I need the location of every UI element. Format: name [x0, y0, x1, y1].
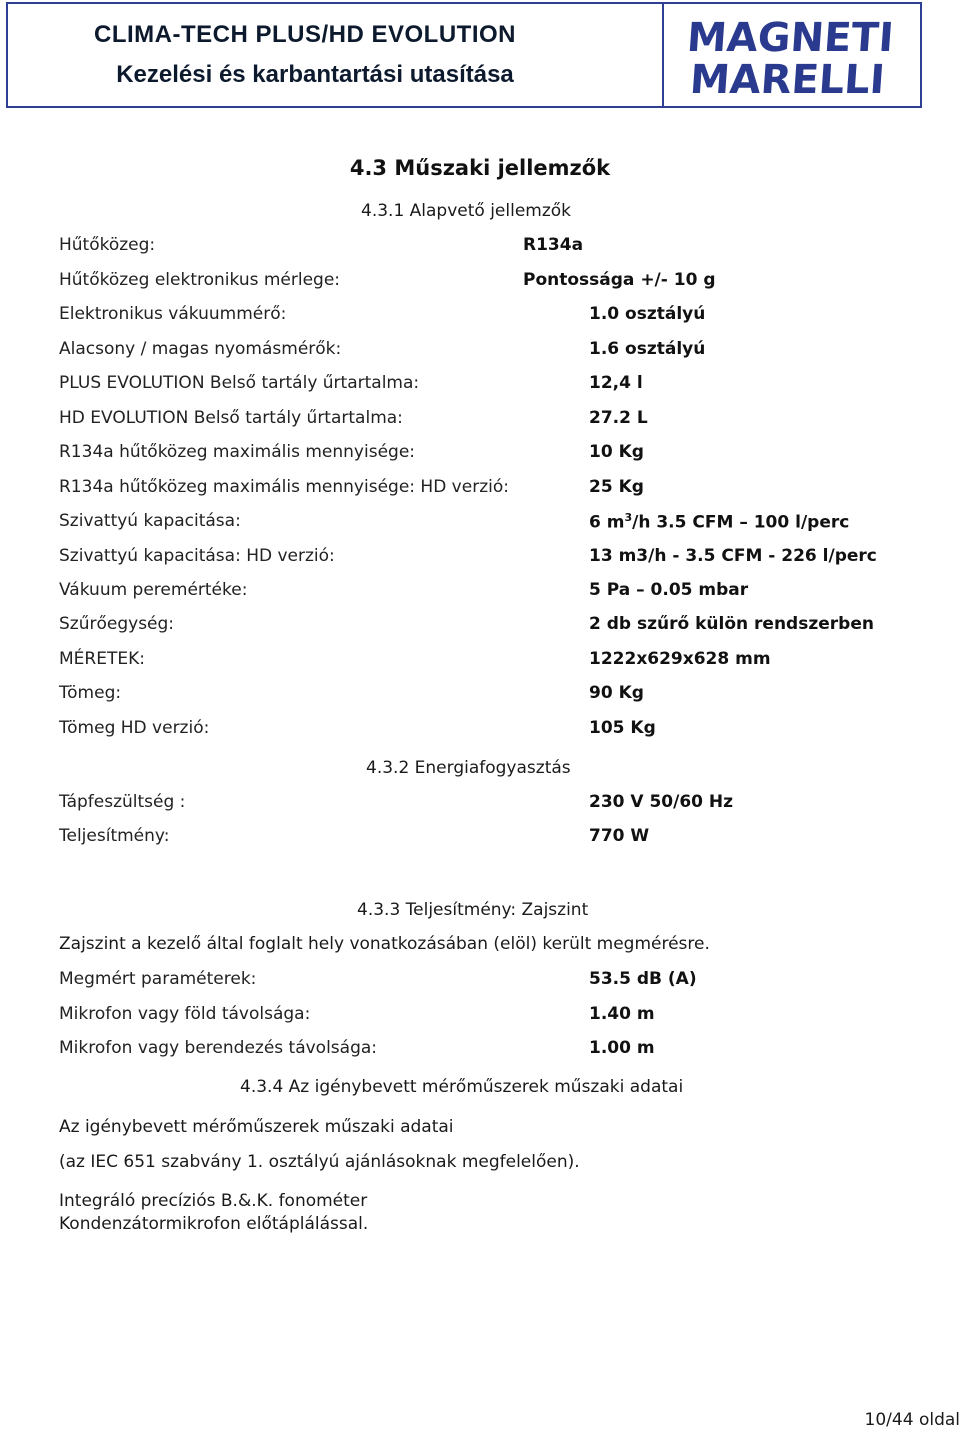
spec-value: Pontossága +/- 10 g: [523, 270, 716, 290]
spec-value: 1.0 osztályú: [589, 304, 706, 324]
spec-value: 5 Pa – 0.05 mbar: [589, 580, 749, 600]
spec-value: 27.2 L: [589, 408, 648, 428]
header-title: CLIMA-TECH PLUS/HD EVOLUTION: [94, 21, 516, 48]
spec-label: Szivattyú kapacitása: HD verzió:: [59, 546, 335, 566]
spec-label: Szűrőegység:: [59, 614, 175, 634]
energy-value: 230 V 50/60 Hz: [589, 792, 734, 812]
logo-graphic: [685, 13, 896, 103]
spec-label: Hűtőközeg elektronikus mérlege:: [59, 270, 341, 290]
header-text-box: [8, 4, 664, 106]
noise-label: Mikrofon vagy föld távolsága:: [59, 1004, 311, 1024]
logo-word-bottom: MARELLI: [688, 57, 887, 103]
spec-value: [589, 511, 849, 533]
spec-label: Tömeg HD verzió:: [59, 718, 210, 738]
page-number: 10/44 oldal: [864, 1410, 960, 1430]
spec-label: Hűtőközeg:: [59, 235, 156, 255]
spec-value: 13 m3/h - 3.5 CFM - 226 l/perc: [589, 546, 877, 566]
energy-label: Tápfeszültség :: [59, 792, 186, 812]
spec-value: R134a: [523, 235, 584, 255]
energy-label: Teljesítmény:: [59, 826, 170, 846]
spec-value: 105 Kg: [589, 718, 656, 738]
noise-value: 53.5 dB (A): [589, 969, 697, 989]
spec-label: HD EVOLUTION Belső tartály űrtartalma:: [59, 408, 403, 428]
instruments-line: Integráló precíziós B.&.K. fonométer: [59, 1191, 368, 1211]
spec-label: MÉRETEK:: [59, 649, 145, 669]
header-subtitle: Kezelési és karbantartási utasítása: [116, 61, 514, 88]
spec-value: 25 Kg: [589, 477, 644, 497]
spec-label: R134a hűtőközeg maximális mennyisége: HD verzió:: [59, 477, 509, 497]
spec-value: 10 Kg: [589, 442, 644, 462]
instruments-line: Kondenzátormikrofon előtáplálással.: [59, 1214, 369, 1234]
spec-label: PLUS EVOLUTION Belső tartály űrtartalma:: [59, 373, 420, 393]
value-part: /h 3.5 CFM – 100 l/perc: [632, 512, 850, 533]
spec-value: 2 db szűrő külön rendszerben: [589, 614, 874, 634]
noise-label: Mikrofon vagy berendezés távolsága:: [59, 1038, 378, 1058]
energy-value: 770 W: [589, 826, 650, 846]
energy-heading: 4.3.2 Energiafogyasztás: [366, 758, 571, 778]
basic-heading: 4.3.1 Alapvető jellemzők: [361, 201, 572, 221]
spec-value: 12,4 l: [589, 373, 643, 393]
spec-label: R134a hűtőközeg maximális mennyisége:: [59, 442, 416, 462]
spec-value: 1222x629x628 mm: [589, 649, 771, 669]
instruments-line: (az IEC 651 szabvány 1. osztályú ajánlásoknak megfelelően).: [59, 1152, 580, 1172]
noise-value: 1.40 m: [589, 1004, 655, 1024]
value-part: 6 m: [589, 512, 625, 533]
instruments-line: Az igénybevett mérőműszerek műszaki adatai: [59, 1117, 454, 1137]
logo-word-top: MAGNETI: [685, 15, 896, 61]
noise-heading: 4.3.3 Teljesítmény: Zajszint: [357, 900, 589, 920]
spec-value: 90 Kg: [589, 683, 644, 703]
section-title: 4.3 Műszaki jellemzők: [349, 156, 611, 180]
spec-value: 1.6 osztályú: [589, 339, 706, 359]
instruments-heading: 4.3.4 Az igénybevett mérőműszerek műszaki adatai: [240, 1077, 684, 1097]
noise-value: 1.00 m: [589, 1038, 655, 1058]
magneti-marelli-logo: [664, 4, 920, 106]
spec-label: Alacsony / magas nyomásmérők:: [59, 339, 342, 359]
spec-label: Vákuum peremértéke:: [59, 580, 248, 600]
noise-intro: Zajszint a kezelő által foglalt hely vonatkozásában (elöl) került megmérésre.: [59, 934, 710, 954]
noise-label: Megmért paraméterek:: [59, 969, 257, 989]
document-header: [6, 2, 922, 108]
spec-label: Tömeg:: [59, 683, 122, 703]
spec-label: Szivattyú kapacitása:: [59, 511, 241, 531]
spec-label: Elektronikus vákuummérő:: [59, 304, 287, 324]
superscript: 3: [624, 511, 633, 524]
